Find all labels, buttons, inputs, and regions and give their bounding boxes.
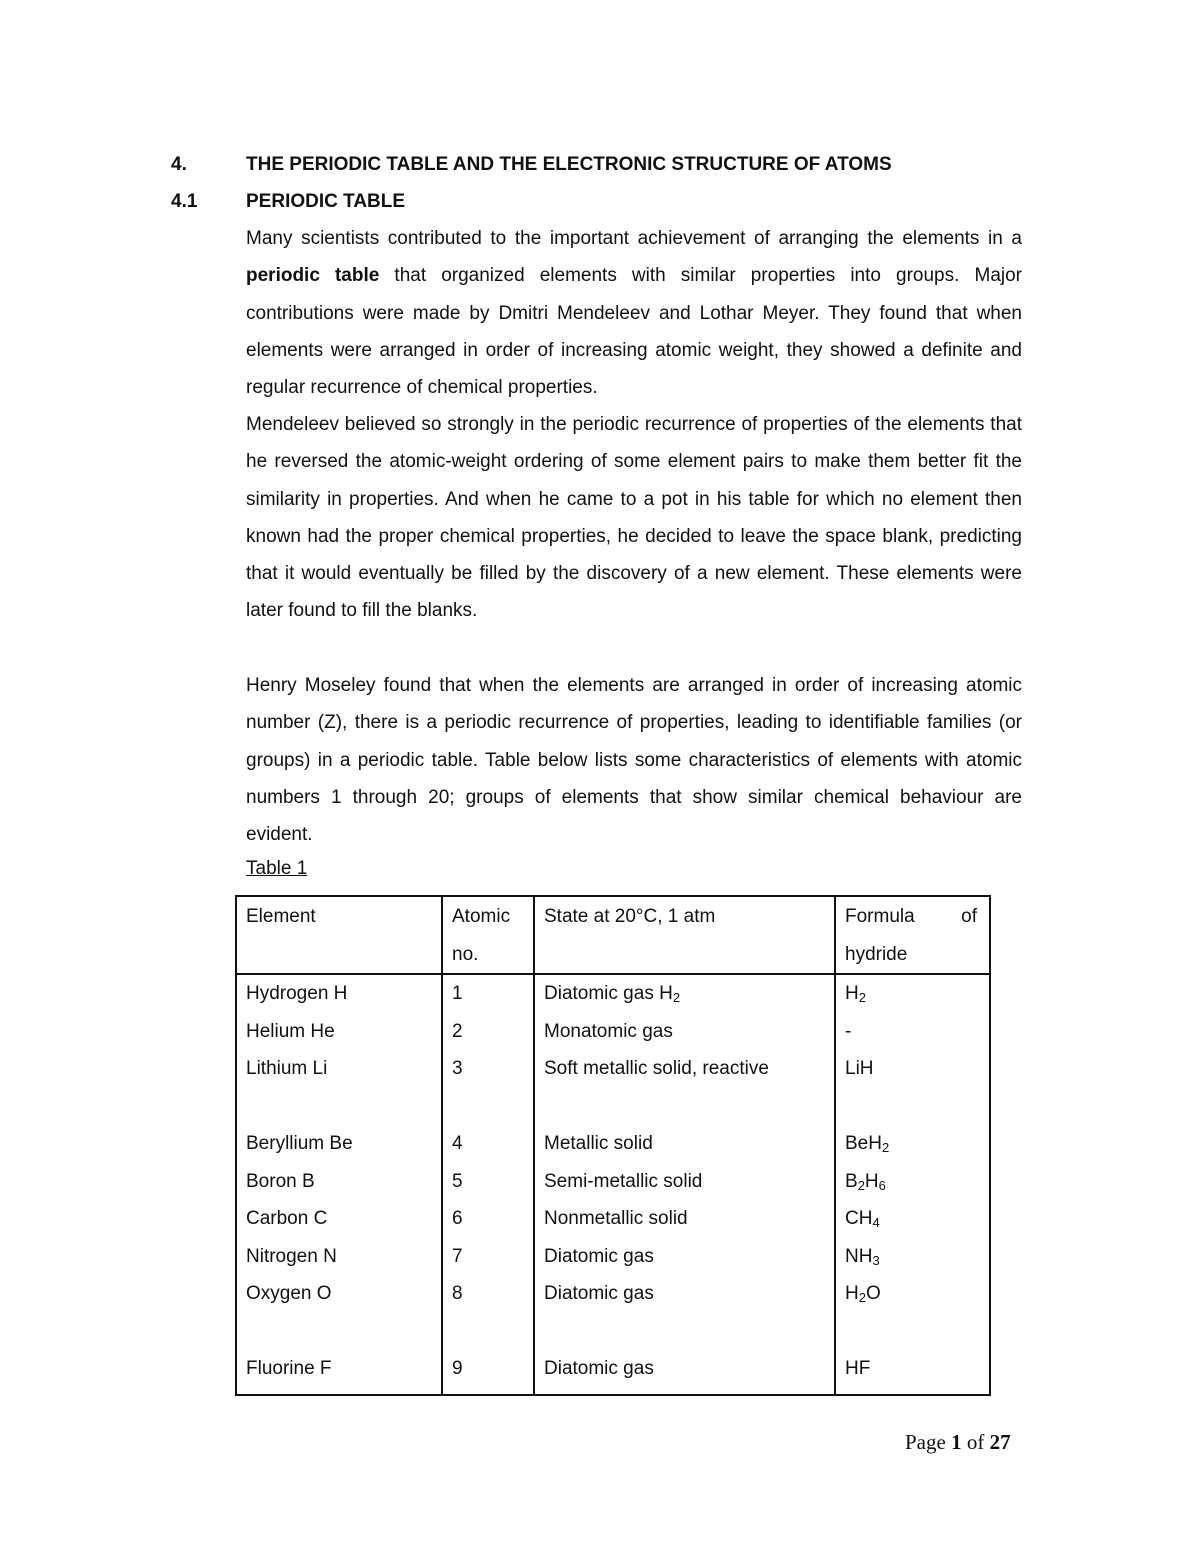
cell-atomic-no: 3 xyxy=(442,1050,534,1125)
cell-atomic-no: 4 xyxy=(442,1125,534,1163)
cell-formula: LiH xyxy=(835,1050,990,1125)
cell-state: Monatomic gas xyxy=(534,1013,835,1051)
cell-element: Helium He xyxy=(236,1013,442,1051)
cell-element: Boron B xyxy=(236,1163,442,1201)
cell-formula: $H_2$ xyxy=(835,974,990,1013)
table-row xyxy=(236,974,990,1013)
cell-atomic-no: 1 xyxy=(442,974,534,1013)
cell-atomic-no: 8 xyxy=(442,1275,534,1350)
cell-element: Lithium Li xyxy=(236,1050,442,1125)
table-caption: Table 1 xyxy=(246,858,308,879)
header-formula: Formula of hydride xyxy=(835,896,990,974)
cell-formula: - xyxy=(835,1013,990,1051)
paragraph-1-end: that organized elements with similar properties into groups. Major contributions were made by Dmitri Mendeleev and Lothar Meyer. They found that when elements were arranged in order of increasing atomic weight, they showed a definite and regular recurrence of chemical properties. xyxy=(246,265,1022,399)
cell-state: Diatomic gas xyxy=(534,1238,835,1276)
table-row xyxy=(236,1013,990,1051)
table-header-row xyxy=(236,896,990,974)
paragraph-1 xyxy=(246,220,1022,406)
cell-element: Oxygen O xyxy=(236,1275,442,1350)
paragraph-2: Mendeleev believed so strongly in the periodic recurrence of properties of the elements that he reversed the atomic-weight ordering of some element pairs to make them better fit the similarity in properties. And when he came to a pot in his table for which no element then known had the proper chemical properties, he decided to leave the space blank, predicting that it would eventually be filled by the discovery of a new element. These elements were later found to fill the blanks. xyxy=(246,414,1022,622)
cell-atomic-no: 5 xyxy=(442,1163,534,1201)
cell-element: Carbon C xyxy=(236,1200,442,1238)
cell-formula: HF xyxy=(835,1350,990,1395)
header-state: State at 20°C, 1 atm xyxy=(534,896,835,974)
cell-formula: $CH_4$ xyxy=(835,1200,990,1238)
cell-formula: $NH_3$ xyxy=(835,1238,990,1276)
cell-element: Fluorine F xyxy=(236,1350,442,1395)
cell-state: Nonmetallic solid xyxy=(534,1200,835,1238)
cell-state: Soft metallic solid, reactive xyxy=(534,1050,835,1125)
paragraph-1-bold-term: periodic table xyxy=(246,265,380,287)
section-title: THE PERIODIC TABLE AND THE ELECTRONIC STRUCTURE OF ATOMS xyxy=(246,154,892,175)
cell-state: Metallic solid xyxy=(534,1125,835,1163)
cell-formula: $H_2O$ xyxy=(835,1275,990,1350)
cell-state: Diatomic gas xyxy=(534,1350,835,1395)
header-element: Element xyxy=(236,896,442,974)
header-atomic-no: Atomic no. xyxy=(442,896,534,974)
section-number: 4. xyxy=(171,154,187,175)
table-row xyxy=(236,1200,990,1238)
subsection-title: PERIODIC TABLE xyxy=(246,191,406,212)
table-row xyxy=(236,1275,990,1350)
cell-element: Hydrogen H xyxy=(236,974,442,1013)
table-row xyxy=(236,1050,990,1125)
table-row xyxy=(236,1238,990,1276)
cell-atomic-no: 9 xyxy=(442,1350,534,1395)
table-row xyxy=(236,1163,990,1201)
cell-atomic-no: 6 xyxy=(442,1200,534,1238)
cell-state: Diatomic gas $H_2$ xyxy=(534,974,835,1013)
cell-formula: BeH$_2$ xyxy=(835,1125,990,1163)
cell-state: Diatomic gas xyxy=(534,1275,835,1350)
cell-element: Beryllium Be xyxy=(236,1125,442,1163)
cell-atomic-no: 2 xyxy=(442,1013,534,1051)
paragraph-1-start: Many scientists contributed to the important achievement of arranging the elements in a xyxy=(246,228,1022,249)
paragraph-3: Henry Moseley found that when the elements are arranged in order of increasing atomic number (Z), there is a periodic recurrence of properties, leading to identifiable families (or groups) in a periodic table. Table below lists some characteristics of elements with atomic numbers 1 through 20; groups of elements that show similar chemical behaviour are evident. xyxy=(246,675,1022,846)
table-row xyxy=(236,1125,990,1163)
cell-state: Semi-metallic solid xyxy=(534,1163,835,1201)
page-number: Page 1 of 27 xyxy=(905,1430,1011,1454)
cell-formula: $B_2H_6$ xyxy=(835,1163,990,1201)
elements-table xyxy=(235,895,991,1396)
table-row xyxy=(236,1350,990,1395)
subsection-number: 4.1 xyxy=(171,191,198,212)
cell-atomic-no: 7 xyxy=(442,1238,534,1276)
cell-element: Nitrogen N xyxy=(236,1238,442,1276)
